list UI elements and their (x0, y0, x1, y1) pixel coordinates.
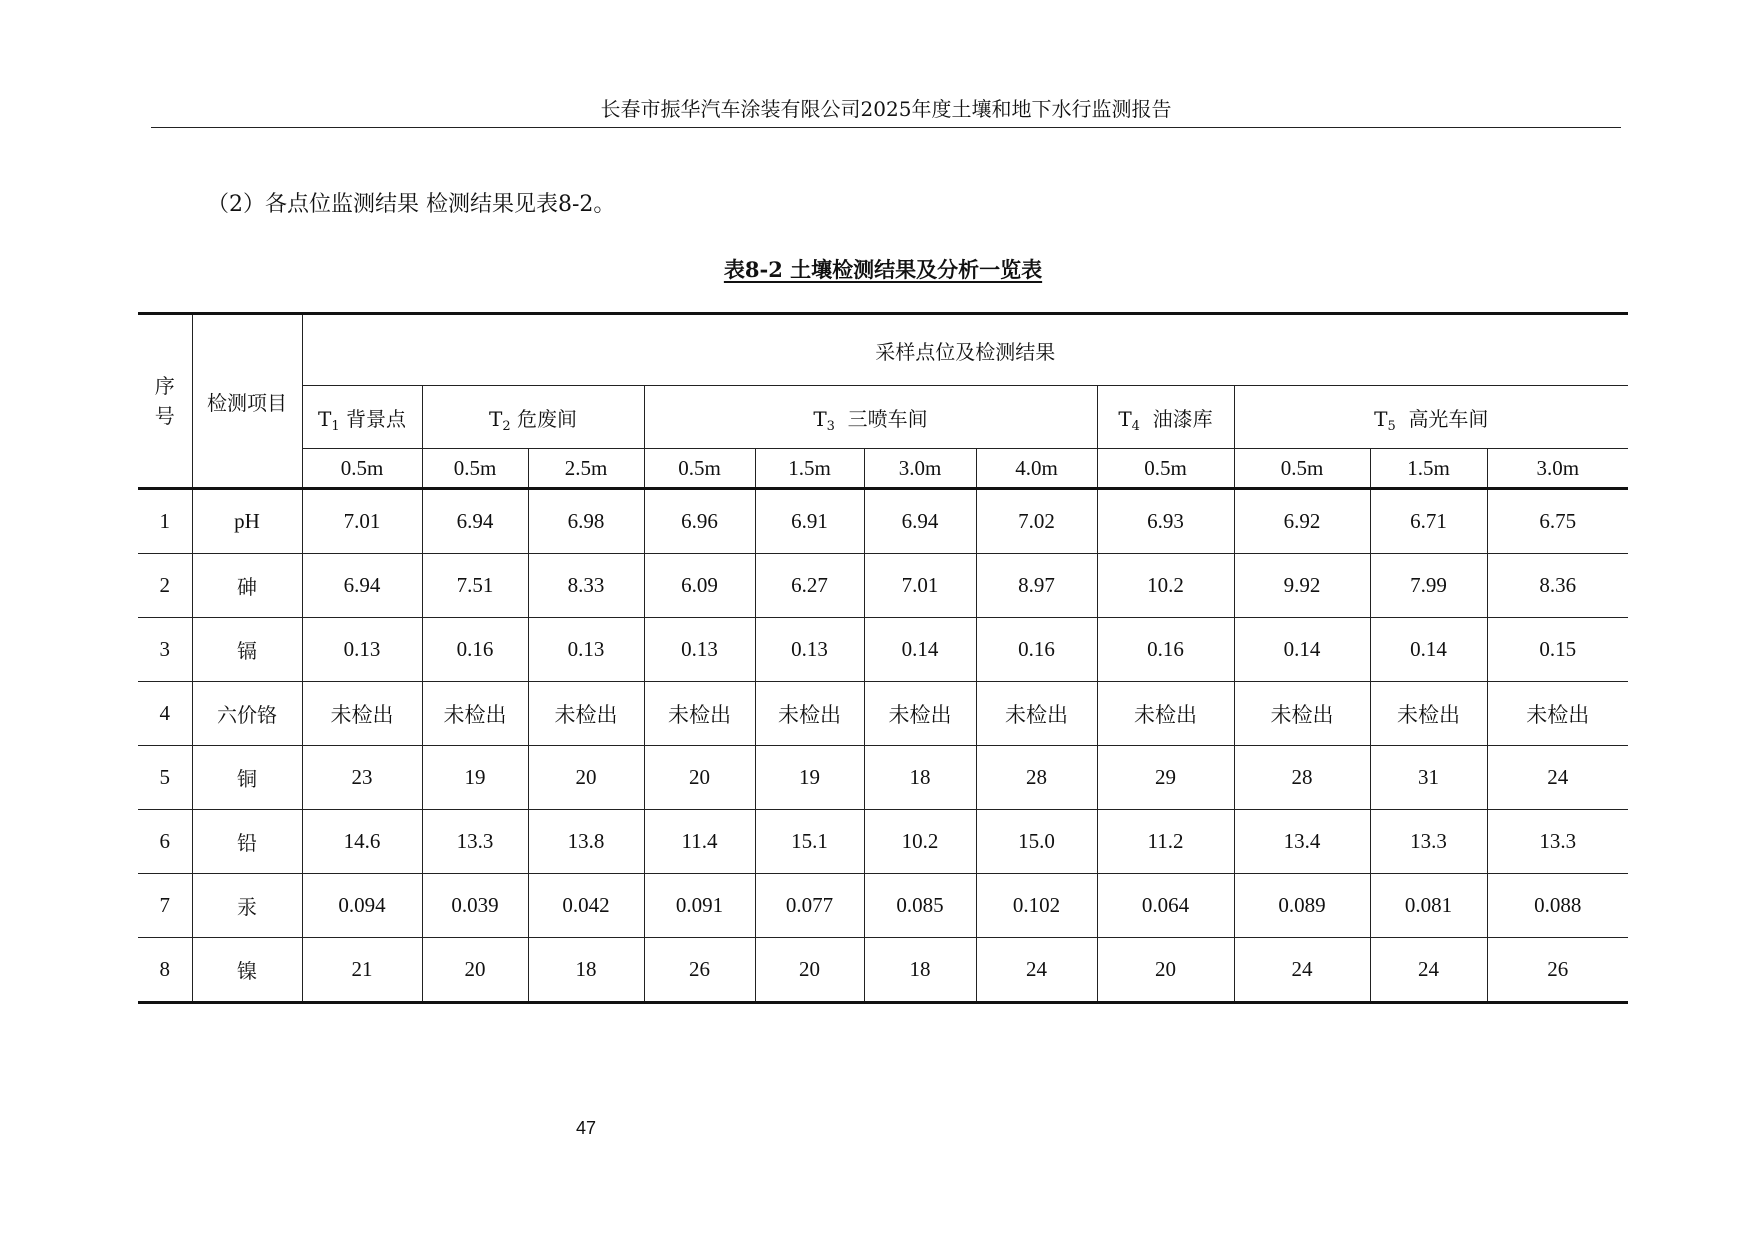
value-cell: 0.16 (976, 618, 1097, 682)
value-cell: 6.91 (755, 489, 864, 554)
value-cell: 7.01 (864, 554, 976, 618)
value-cell: 18 (864, 746, 976, 810)
value-cell: 20 (1097, 938, 1234, 1003)
seq-cell: 5 (138, 746, 192, 810)
table-row (138, 874, 1628, 938)
value-cell: 0.13 (302, 618, 422, 682)
value-cell: 未检出 (864, 682, 976, 746)
seq-cell: 8 (138, 938, 192, 1003)
value-cell: 6.94 (864, 489, 976, 554)
depth-header-cell: 1.5m (755, 449, 864, 489)
value-cell: 26 (1487, 938, 1628, 1003)
item-cell: 铜 (192, 746, 302, 810)
seq-cell: 6 (138, 810, 192, 874)
seq-cell: 4 (138, 682, 192, 746)
depth-header-cell: 0.5m (422, 449, 528, 489)
value-cell: 13.3 (1487, 810, 1628, 874)
table-row (138, 682, 1628, 746)
table-row (138, 746, 1628, 810)
item-cell: 铅 (192, 810, 302, 874)
value-cell: 未检出 (976, 682, 1097, 746)
value-cell: 0.091 (644, 874, 755, 938)
value-cell: 6.96 (644, 489, 755, 554)
value-cell: 0.16 (422, 618, 528, 682)
value-cell: 18 (864, 938, 976, 1003)
value-cell: 28 (976, 746, 1097, 810)
value-cell: 6.94 (422, 489, 528, 554)
value-cell: 未检出 (528, 682, 644, 746)
page-header-title: 长春市振华汽车涂装有限公司2025年度土壤和地下水行监测报告 (600, 97, 1172, 121)
depth-header-cell: 4.0m (976, 449, 1097, 489)
item-cell: 汞 (192, 874, 302, 938)
value-cell: 23 (302, 746, 422, 810)
value-cell: 8.97 (976, 554, 1097, 618)
value-cell: 20 (422, 938, 528, 1003)
value-cell: 29 (1097, 746, 1234, 810)
value-cell: 0.064 (1097, 874, 1234, 938)
table-header-row-1 (138, 314, 1628, 386)
group-header-cell (302, 314, 1628, 386)
point-header-t3: $T_3$ 三喷车间 (644, 386, 1097, 449)
value-cell: 13.8 (528, 810, 644, 874)
value-cell: 0.16 (1097, 618, 1234, 682)
value-cell: 10.2 (864, 810, 976, 874)
value-cell: 10.2 (1097, 554, 1234, 618)
value-cell: 24 (976, 938, 1097, 1003)
item-cell: 六价铬 (192, 682, 302, 746)
value-cell: 21 (302, 938, 422, 1003)
table-row (138, 554, 1628, 618)
value-cell: 0.039 (422, 874, 528, 938)
header-divider (151, 127, 1621, 128)
point-header-t4: $T_4$ 油漆库 (1097, 386, 1234, 449)
point-header-t5: $T_5$ 高光车间 (1234, 386, 1628, 449)
value-cell: 0.13 (755, 618, 864, 682)
value-cell: 13.4 (1234, 810, 1370, 874)
value-cell: 13.3 (422, 810, 528, 874)
value-cell: 11.2 (1097, 810, 1234, 874)
seq-cell: 2 (138, 554, 192, 618)
value-cell: 0.102 (976, 874, 1097, 938)
seq-header-cell (138, 314, 192, 489)
value-cell: 6.92 (1234, 489, 1370, 554)
value-cell: 15.0 (976, 810, 1097, 874)
seq-cell: 3 (138, 618, 192, 682)
seq-header-label: 序号 (154, 374, 175, 428)
value-cell: 7.02 (976, 489, 1097, 554)
value-cell: 未检出 (755, 682, 864, 746)
value-cell: 未检出 (644, 682, 755, 746)
value-cell: 6.75 (1487, 489, 1628, 554)
value-cell: 11.4 (644, 810, 755, 874)
value-cell: 未检出 (422, 682, 528, 746)
value-cell: 31 (1370, 746, 1487, 810)
value-cell: 6.94 (302, 554, 422, 618)
depth-header-cell: 0.5m (644, 449, 755, 489)
value-cell: 20 (644, 746, 755, 810)
item-cell: pH (192, 489, 302, 554)
value-cell: 0.14 (1234, 618, 1370, 682)
table-header-row-points (138, 386, 1628, 449)
page-number: 47 (575, 1118, 597, 1138)
value-cell: 19 (755, 746, 864, 810)
seq-cell: 7 (138, 874, 192, 938)
value-cell: 6.09 (644, 554, 755, 618)
value-cell: 0.094 (302, 874, 422, 938)
value-cell: 6.98 (528, 489, 644, 554)
value-cell: 0.081 (1370, 874, 1487, 938)
value-cell: 未检出 (1487, 682, 1628, 746)
value-cell: 0.13 (528, 618, 644, 682)
soil-results-table (138, 312, 1628, 1004)
value-cell: 28 (1234, 746, 1370, 810)
value-cell: 20 (528, 746, 644, 810)
point-header-t1: $T_1$ 背景点 (302, 386, 422, 449)
value-cell: 24 (1234, 938, 1370, 1003)
value-cell: 未检出 (1234, 682, 1370, 746)
value-cell: 0.14 (1370, 618, 1487, 682)
value-cell: 15.1 (755, 810, 864, 874)
value-cell: 9.92 (1234, 554, 1370, 618)
depth-header-cell: 1.5m (1370, 449, 1487, 489)
depth-header-cell: 3.0m (1487, 449, 1628, 489)
value-cell: 19 (422, 746, 528, 810)
item-cell: 镉 (192, 618, 302, 682)
depth-header-cell: 0.5m (302, 449, 422, 489)
table-header-row-depths (138, 449, 1628, 489)
value-cell: 0.085 (864, 874, 976, 938)
value-cell: 8.33 (528, 554, 644, 618)
depth-header-cell: 0.5m (1097, 449, 1234, 489)
item-cell: 砷 (192, 554, 302, 618)
value-cell: 24 (1370, 938, 1487, 1003)
value-cell: 8.36 (1487, 554, 1628, 618)
value-cell: 6.93 (1097, 489, 1234, 554)
value-cell: 0.088 (1487, 874, 1628, 938)
value-cell: 24 (1487, 746, 1628, 810)
value-cell: 未检出 (1097, 682, 1234, 746)
value-cell: 未检出 (302, 682, 422, 746)
value-cell: 未检出 (1370, 682, 1487, 746)
item-cell: 镍 (192, 938, 302, 1003)
point-header-t2: $T_2$ 危废间 (422, 386, 644, 449)
value-cell: 6.27 (755, 554, 864, 618)
seq-cell: 1 (138, 489, 192, 554)
value-cell: 6.71 (1370, 489, 1487, 554)
table-caption: 表8-2 土壤检测结果及分析一览表 (723, 257, 1043, 282)
value-cell: 0.14 (864, 618, 976, 682)
table-body (138, 489, 1628, 1003)
value-cell: 7.99 (1370, 554, 1487, 618)
item-header-label: 检测项目 (207, 390, 287, 415)
value-cell: 18 (528, 938, 644, 1003)
value-cell: 14.6 (302, 810, 422, 874)
depth-header-cell: 2.5m (528, 449, 644, 489)
table-row (138, 618, 1628, 682)
table-row (138, 810, 1628, 874)
table-row (138, 938, 1628, 1003)
value-cell: 0.13 (644, 618, 755, 682)
value-cell: 26 (644, 938, 755, 1003)
value-cell: 7.51 (422, 554, 528, 618)
value-cell: 0.15 (1487, 618, 1628, 682)
value-cell: 13.3 (1370, 810, 1487, 874)
value-cell: 7.01 (302, 489, 422, 554)
depth-header-cell: 3.0m (864, 449, 976, 489)
value-cell: 0.042 (528, 874, 644, 938)
intro-paragraph: （2）各点位监测结果 检测结果见表8-2。 (207, 192, 616, 217)
group-header-label: 采样点位及检测结果 (875, 339, 1056, 364)
item-header-cell (192, 314, 302, 489)
depth-header-cell: 0.5m (1234, 449, 1370, 489)
value-cell: 0.077 (755, 874, 864, 938)
table-row (138, 489, 1628, 554)
value-cell: 0.089 (1234, 874, 1370, 938)
value-cell: 20 (755, 938, 864, 1003)
